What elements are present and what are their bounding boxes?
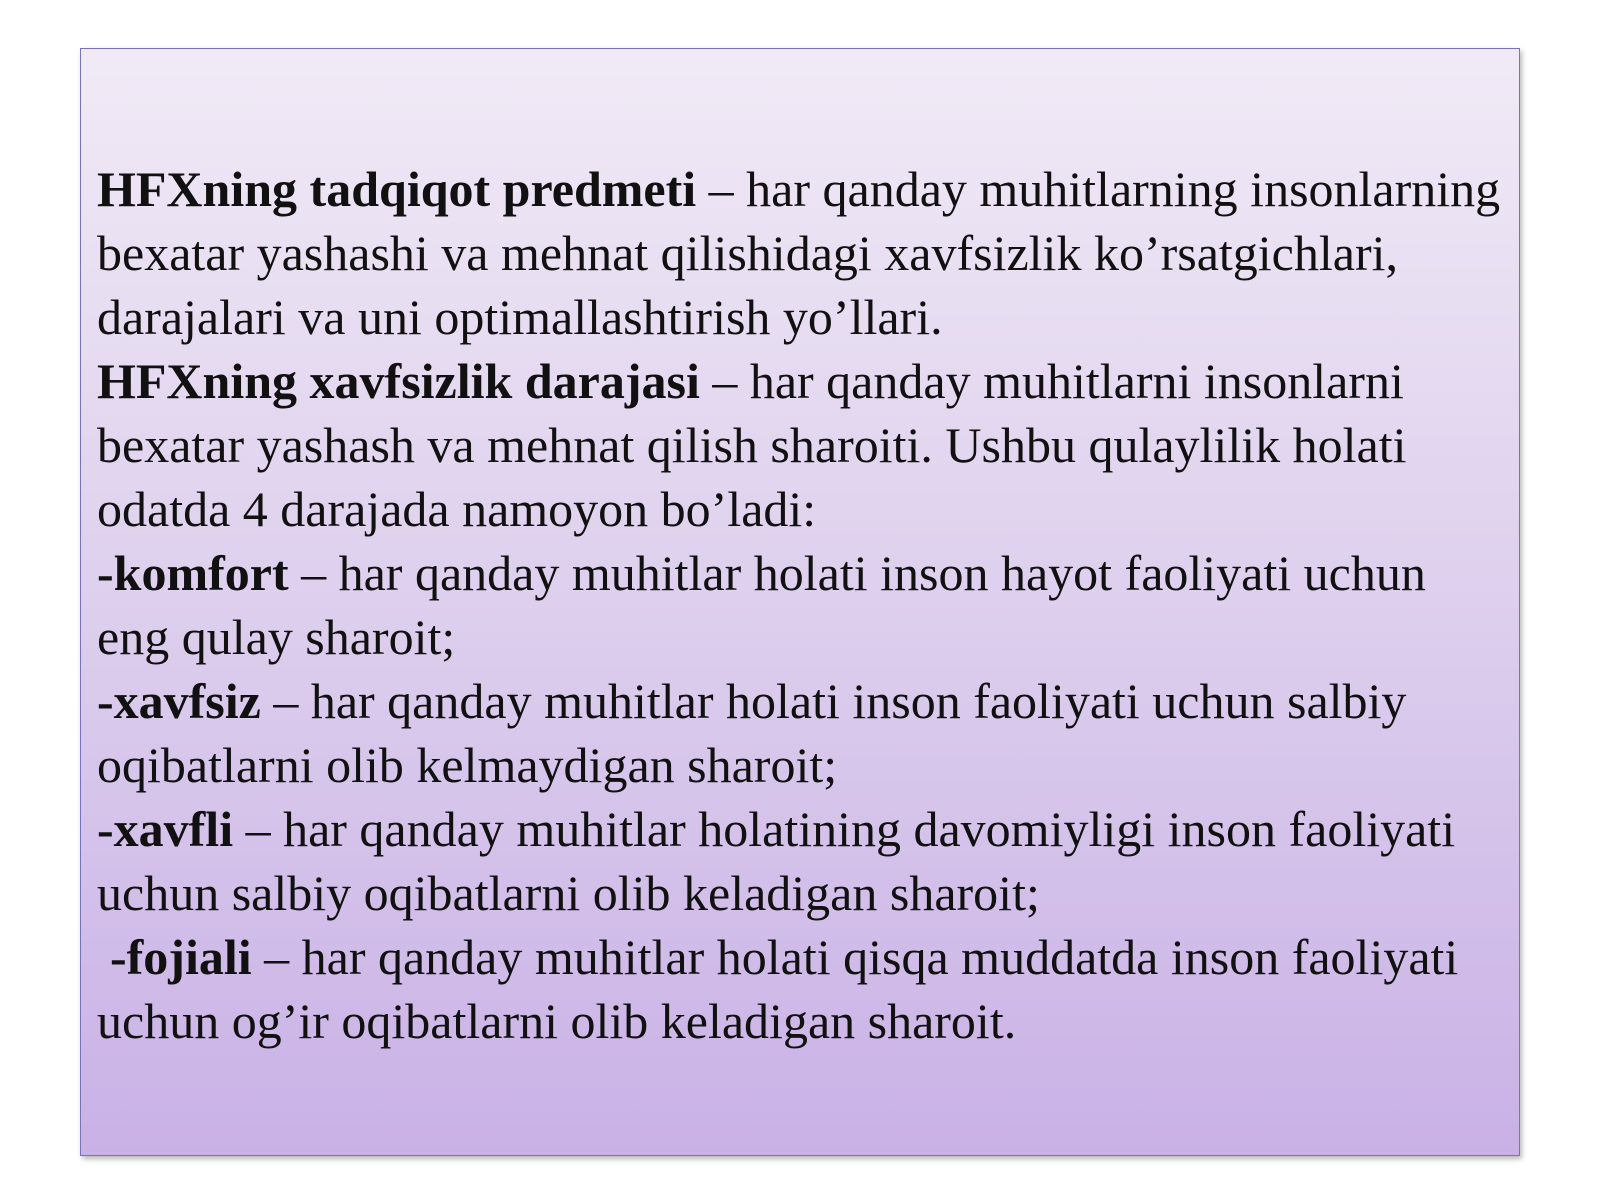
term-fojiali: -fojiali (110, 929, 252, 985)
term-safety-level: HFXning xavfsizlik darajasi (97, 353, 700, 409)
definition-research-subject: – har qanday muhitlarning insonlarning bexatar yashashi va mehnat qilishidagi xavfsizlik ko’rsatgichlari, darajalari va uni optimallashtirish yo’llari. (97, 161, 1501, 345)
paragraph-komfort (97, 541, 1503, 669)
paragraph-fojiali (97, 925, 1503, 1053)
paragraph-xavfsiz (97, 669, 1503, 797)
definition-safety-level: – har qanday muhitlarni insonlarni bexatar yashash va mehnat qilish sharoiti. Ushbu qulaylilik holati odatda 4 darajada namoyon bo’ladi: (97, 353, 1407, 537)
paragraph-research-subject (97, 157, 1503, 349)
slide-content (97, 157, 1503, 1053)
paragraph-xavfli (97, 797, 1503, 925)
term-xavfli: -xavfli (97, 801, 234, 857)
definition-xavfsiz: – har qanday muhitlar holati inson faoliyati uchun salbiy oqibatlarni olib kelmaydigan sharoit; (97, 673, 1407, 793)
term-xavfsiz: -xavfsiz (97, 673, 261, 729)
paragraph-safety-level (97, 349, 1503, 541)
term-komfort: -komfort (97, 545, 289, 601)
definition-fojiali: – har qanday muhitlar holati qisqa muddatda inson faoliyati uchun og’ir oqibatlarni olib keladigan sharoit. (97, 929, 1459, 1049)
term-research-subject: HFXning tadqiqot predmeti (97, 161, 697, 217)
definition-komfort: – har qanday muhitlar holati inson hayot faoliyati uchun eng qulay sharoit; (97, 545, 1426, 665)
text-box (80, 48, 1520, 1156)
definition-xavfli: – har qanday muhitlar holatining davomiyligi inson faoliyati uchun salbiy oqibatlarni olib keladigan sharoit; (97, 801, 1456, 921)
